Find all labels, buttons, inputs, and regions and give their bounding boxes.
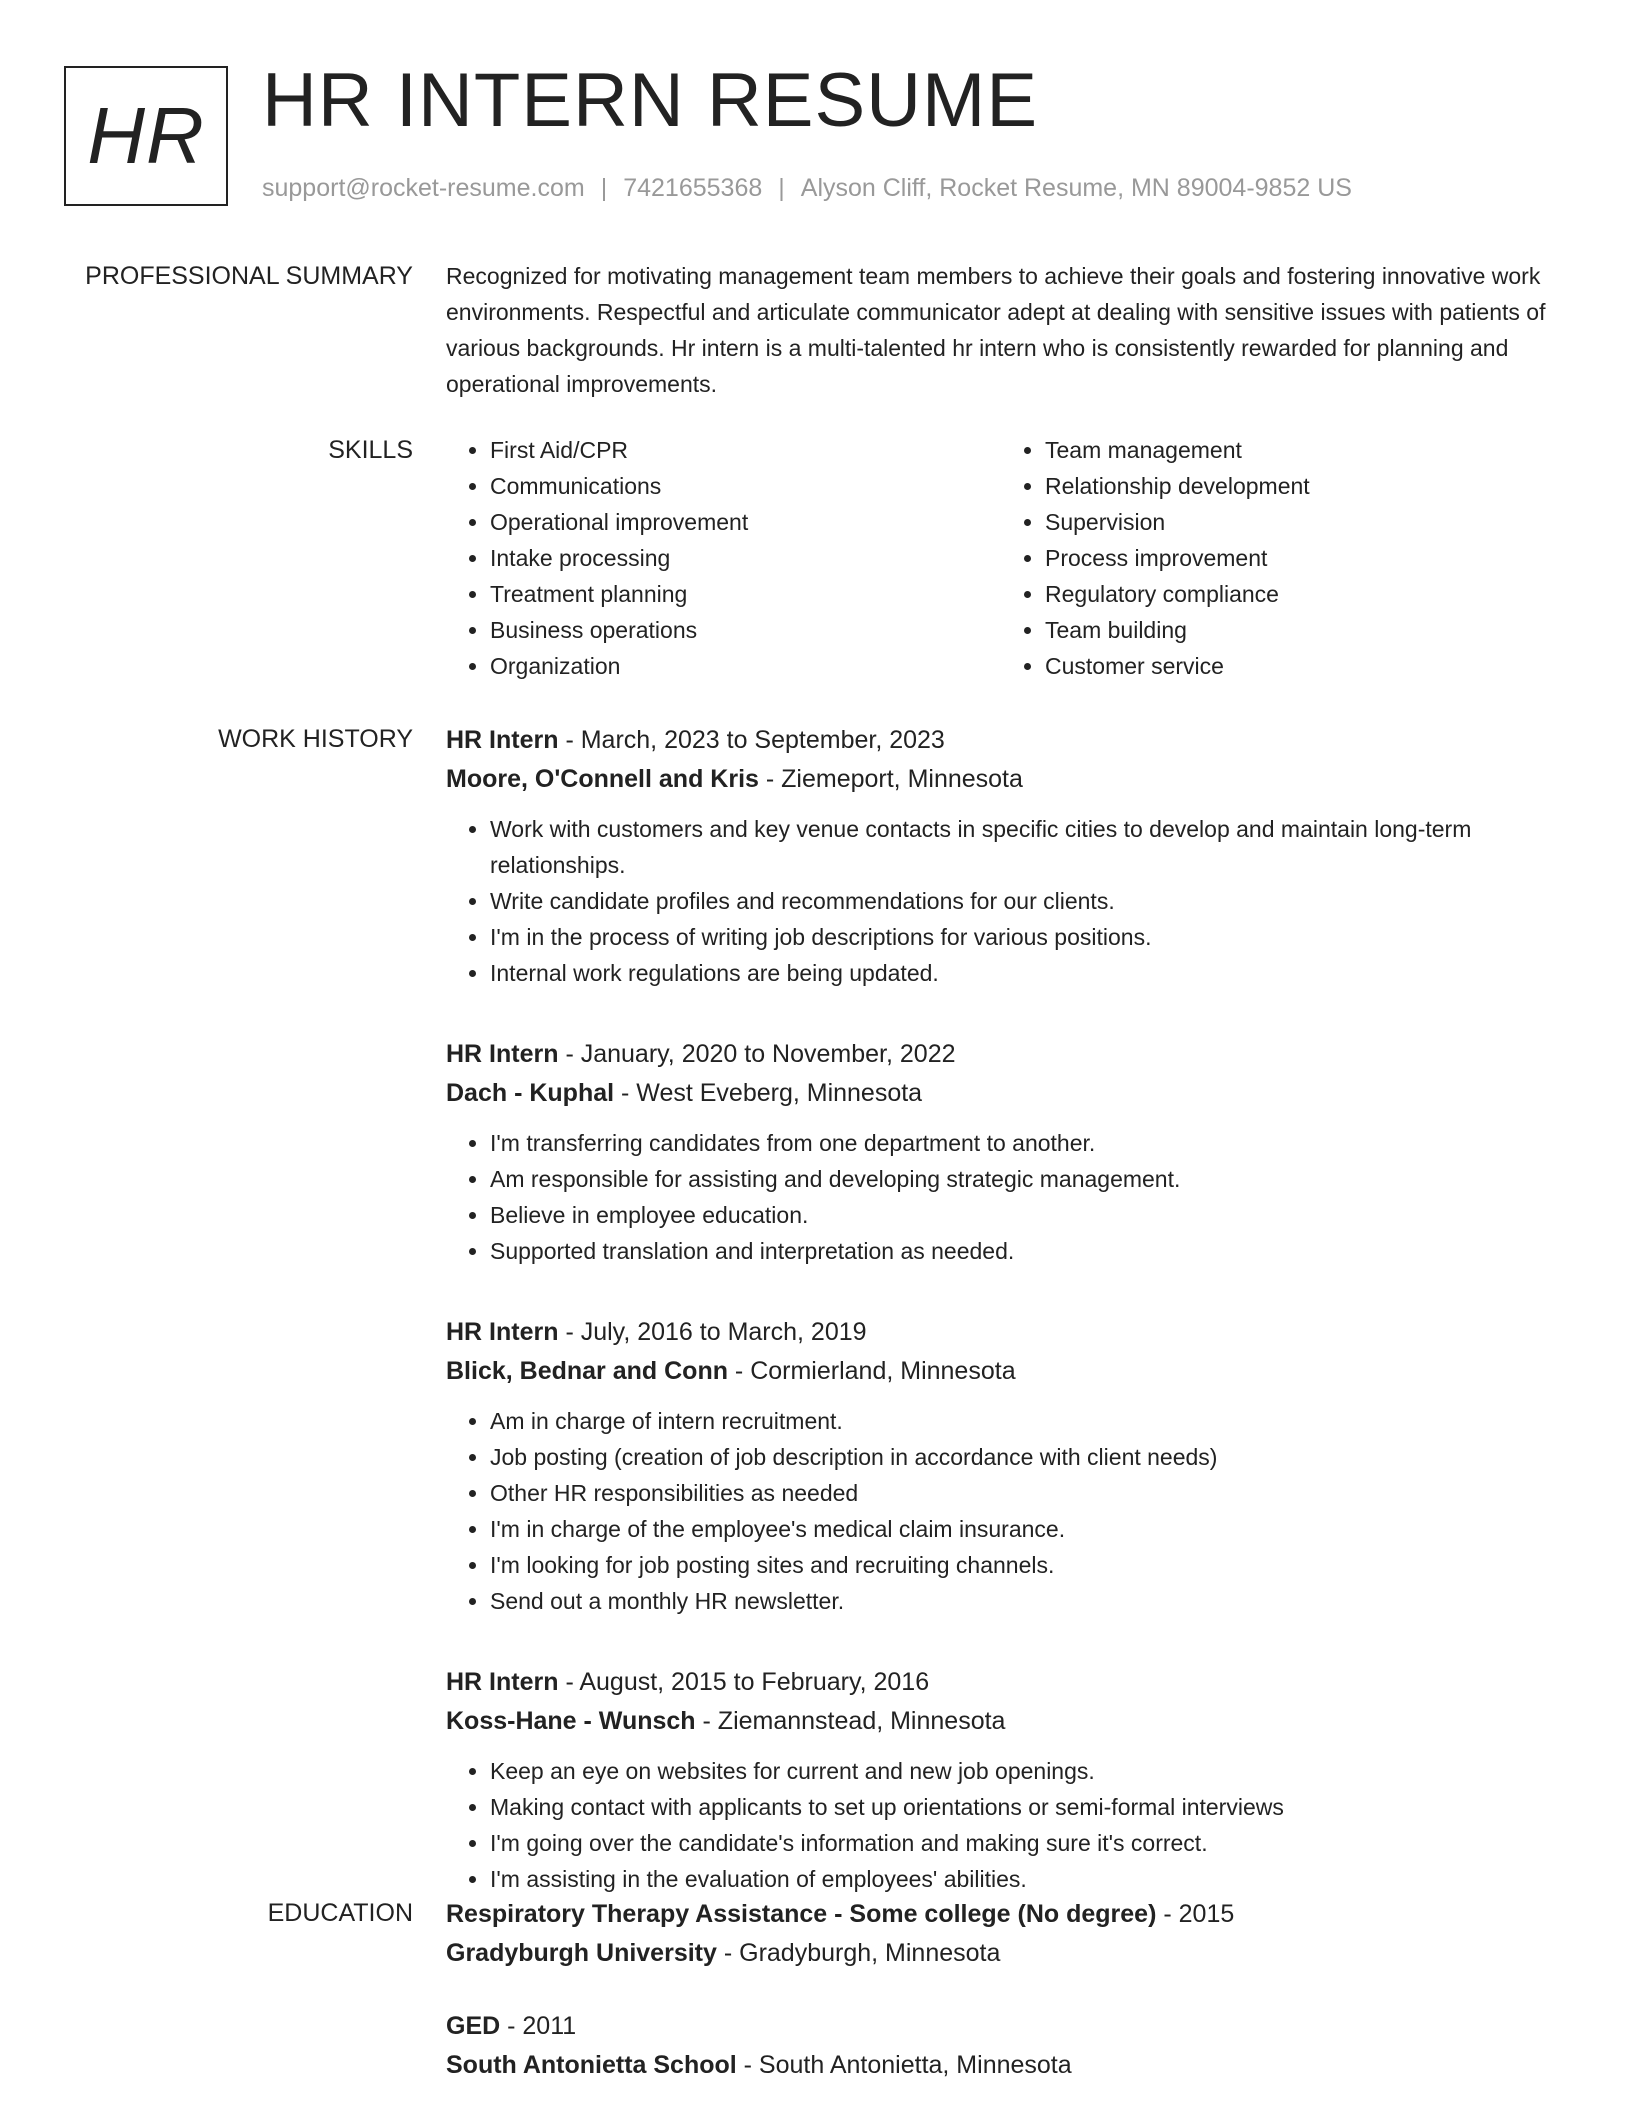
job-location: - Ziemannstead, Minnesota	[695, 1707, 1006, 1735]
skill-item: • Regulatory compliance	[1045, 576, 1556, 612]
skill-item: • Communications	[490, 468, 1001, 504]
resume-title: HR INTERN RESUME	[262, 58, 1039, 143]
job-bullets	[446, 811, 1556, 991]
job-company: Koss-Hane - Wunsch	[446, 1707, 696, 1735]
skill-item: • Relationship development	[1045, 468, 1556, 504]
edu-degree: Respiratory Therapy Assistance - Some college (No degree)	[446, 1900, 1157, 1928]
job-location: - Cormierland, Minnesota	[727, 1357, 1016, 1385]
job-bullet: • Send out a monthly HR newsletter.	[490, 1583, 1556, 1619]
job-bullet: • Believe in employee education.	[490, 1197, 1556, 1233]
education-label: EDUCATION	[267, 1899, 413, 1927]
job-company: Dach - Kuphal	[446, 1079, 615, 1107]
job-bullet: • Am responsible for assisting and developing strategic management.	[490, 1161, 1556, 1197]
job-dates: - July, 2016 to March, 2019	[558, 1318, 867, 1346]
job-bullet: • I'm transferring candidates from one department to another.	[490, 1125, 1556, 1161]
edu-location: - South Antonietta, Minnesota	[736, 2051, 1072, 2079]
job-entry	[446, 1035, 1556, 1269]
job-dates: - August, 2015 to February, 2016	[558, 1668, 930, 1696]
skill-item: • Customer service	[1045, 648, 1556, 684]
contact-separator: |	[778, 174, 785, 202]
job-company: Moore, O'Connell and Kris	[446, 765, 759, 793]
job-bullet: • I'm going over the candidate's information and making sure it's correct.	[490, 1825, 1556, 1861]
job-bullet: • I'm in the process of writing job descriptions for various positions.	[490, 919, 1556, 955]
skill-item: • Intake processing	[490, 540, 1001, 576]
skills-label: SKILLS	[328, 436, 413, 464]
skill-item: • Process improvement	[1045, 540, 1556, 576]
job-company: Blick, Bednar and Conn	[446, 1357, 728, 1385]
job-title: HR Intern	[446, 1040, 559, 1068]
job-bullets	[446, 1403, 1556, 1619]
skills-list-right	[1001, 432, 1556, 684]
job-title: HR Intern	[446, 726, 559, 754]
education-entry	[446, 2007, 1556, 2085]
job-entry	[446, 1313, 1556, 1619]
edu-year: - 2015	[1156, 1900, 1235, 1928]
job-bullet: • Write candidate profiles and recommendations for our clients.	[490, 883, 1556, 919]
job-entry	[446, 721, 1556, 991]
contact-email: support@rocket-resume.com	[262, 174, 585, 202]
skill-item: • First Aid/CPR	[490, 432, 1001, 468]
job-location: - West Eveberg, Minnesota	[614, 1079, 923, 1107]
skill-item: • Business operations	[490, 612, 1001, 648]
job-bullet: • Internal work regulations are being updated.	[490, 955, 1556, 991]
skill-item: • Operational improvement	[490, 504, 1001, 540]
job-entry	[446, 1663, 1556, 1897]
job-bullet: • Work with customers and key venue contacts in specific cities to develop and maintain long-term relationships.	[490, 811, 1556, 883]
skills-list-left	[446, 432, 1001, 684]
job-bullet: • Making contact with applicants to set up orientations or semi-formal interviews	[490, 1789, 1556, 1825]
job-title: HR Intern	[446, 1668, 559, 1696]
skill-item: • Supervision	[1045, 504, 1556, 540]
job-dates: - January, 2020 to November, 2022	[558, 1040, 956, 1068]
monogram-initials: HR	[87, 91, 205, 180]
job-bullet: • Job posting (creation of job description in accordance with client needs)	[490, 1439, 1556, 1475]
summary-label: PROFESSIONAL SUMMARY	[85, 262, 413, 290]
contact-line	[262, 174, 1352, 203]
job-bullet: • Am in charge of intern recruitment.	[490, 1403, 1556, 1439]
job-bullet: • Keep an eye on websites for current and new job openings.	[490, 1753, 1556, 1789]
edu-location: - Gradyburgh, Minnesota	[716, 1939, 1001, 1967]
job-bullet: • I'm assisting in the evaluation of employees' abilities.	[490, 1861, 1556, 1897]
job-bullet: • I'm in charge of the employee's medical claim insurance.	[490, 1511, 1556, 1547]
job-bullet: • Other HR responsibilities as needed	[490, 1475, 1556, 1511]
skill-item: • Organization	[490, 648, 1001, 684]
edu-school: Gradyburgh University	[446, 1939, 717, 1967]
job-dates: - March, 2023 to September, 2023	[558, 726, 945, 754]
job-location: - Ziemeport, Minnesota	[758, 765, 1023, 793]
skill-item: • Team building	[1045, 612, 1556, 648]
work-history-label: WORK HISTORY	[218, 725, 413, 753]
job-bullets	[446, 1125, 1556, 1269]
edu-school: South Antonietta School	[446, 2051, 737, 2079]
job-bullet: • Supported translation and interpretation as needed.	[490, 1233, 1556, 1269]
contact-address: Alyson Cliff, Rocket Resume, MN 89004-9852 US	[800, 174, 1352, 202]
skill-item: • Treatment planning	[490, 576, 1001, 612]
job-bullets	[446, 1753, 1556, 1897]
education-entry	[446, 1895, 1556, 1973]
contact-separator: |	[600, 174, 608, 202]
edu-degree: GED	[446, 2012, 501, 2040]
job-title: HR Intern	[446, 1318, 559, 1346]
edu-year: - 2011	[500, 2012, 577, 2040]
monogram-box	[64, 66, 228, 206]
job-bullet: • I'm looking for job posting sites and recruiting channels.	[490, 1547, 1556, 1583]
summary-text: Recognized for motivating management team members to achieve their goals and fostering innovative work environments. Respectful and articulate communicator adept at dealing with sensitive issues with patients of various backgrounds. Hr intern is a multi-talented hr intern who is consistently rewarded for planning and operational improvements.	[446, 263, 1546, 397]
skill-item: • Team management	[1045, 432, 1556, 468]
contact-phone: 7421655368	[623, 174, 763, 202]
